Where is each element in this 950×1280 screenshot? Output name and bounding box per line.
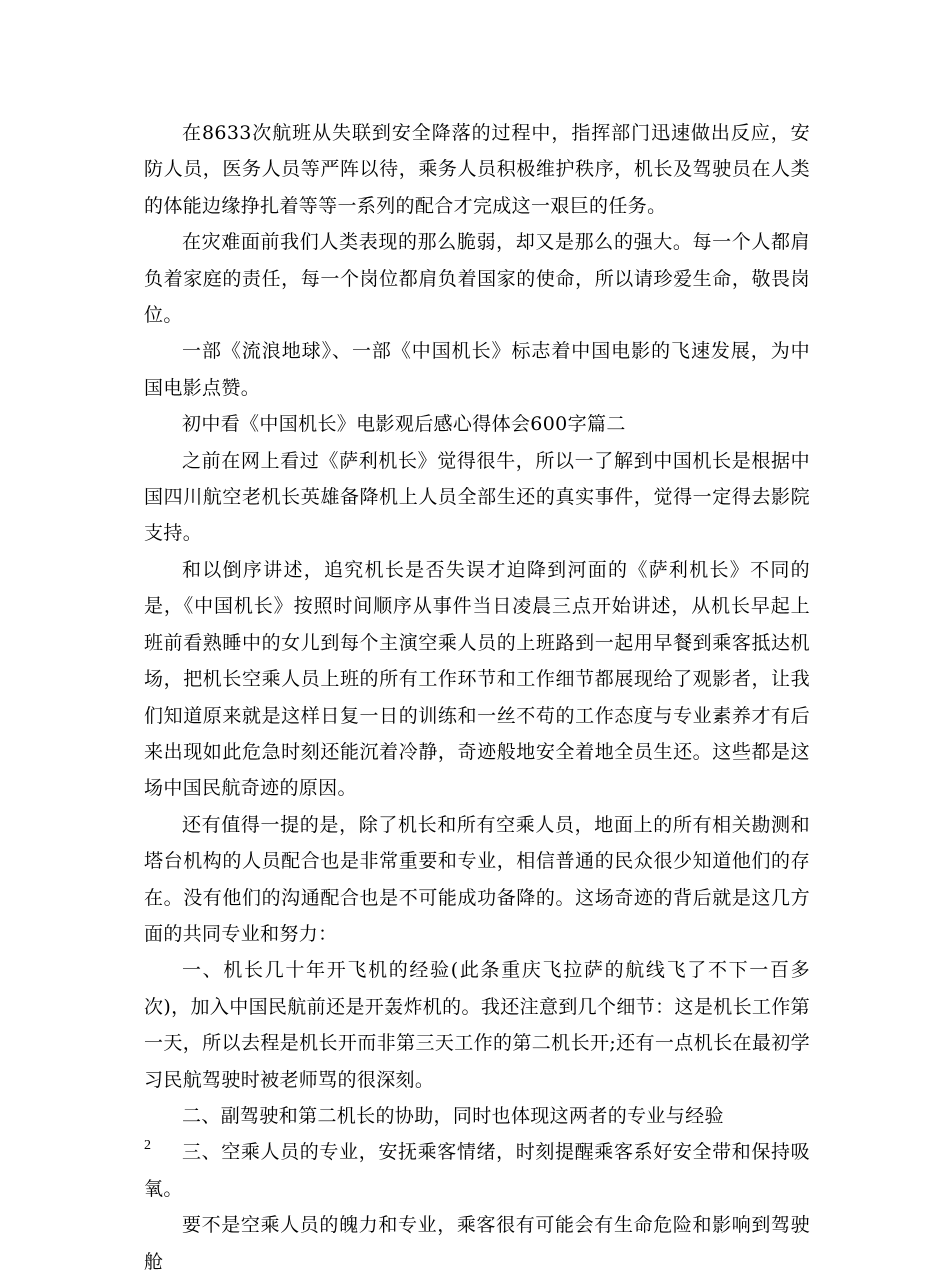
list-item: 三、空乘人员的专业，安抚乘客情绪，时刻提醒乘客系好安全带和保持吸氧。 [144,1141,810,1200]
paragraph: 在8633次航班从失联到安全降落的过程中，指挥部门迅速做出反应，安防人员，医务人员等严阵以待，乘务人员积极维护秩序，机长及驾驶员在人类的体能边缘挣扎着等等一系列的配合才完成这一艰巨的任务。 [144,122,810,217]
paragraph: 之前在网上看过《萨利机长》觉得很牛，所以一了解到中国机长是根据中国四川航空老机长英雄备降机上人员全部生还的真实事件，觉得一定得去影院支持。 [144,449,810,545]
list-item: 一、机长几十年开飞机的经验(此条重庆飞拉萨的航线飞了不下一百多次)，加入中国民航前还是开轰炸机的。我还注意到几个细节：这是机长工作第一天，所以去程是机长开而非第三天工作的第二机长开;还有一点机长在最初学习民航驾驶时被老师骂的很深刻。 [144,959,810,1091]
paragraph: 一部《流浪地球》、一部《中国机长》标志着中国电影的飞速发展，为中国电影点赞。 [144,340,810,399]
body-text [144,115,810,1280]
paragraph: 还有值得一提的是，除了机长和所有空乘人员，地面上的所有相关勘测和塔台机构的人员配合也是非常重要和专业，相信普通的民众很少知道他们的存在。没有他们的沟通配合也是不可能成功备降的。这场奇迹的背后就是这几方面的共同专业和努力： [144,813,810,945]
page-number: 2 [144,1138,151,1153]
paragraph: 要不是空乘人员的魄力和专业，乘客很有可能会有生命危险和影响到驾驶舱 [144,1214,810,1273]
list-item: 二、副驾驶和第二机长的协助，同时也体现这两者的专业与经验 [182,1104,724,1127]
paragraph: 和以倒序讲述，追究机长是否失误才迫降到河面的《萨利机长》不同的是，《中国机长》按照时间顺序从事件当日凌晨三点开始讲述，从机长早起上班前看熟睡中的女儿到每个主演空乘人员的上班路到一起用早餐到乘客抵达机场，把机长空乘人员上班的所有工作环节和工作细节都展现给了观影者，让我们知道原来就是这样日复一日的训练和一丝不苟的工作态度与专业素养才有后来出现如此危急时刻还能沉着冷静，奇迹般地安全着地全员生还。这些都是这场中国民航奇迹的原因。 [144,558,810,800]
section-heading: 初中看《中国机长》电影观后感心得体会600字篇二 [182,413,626,436]
paragraph: 在灾难面前我们人类表现的那么脆弱，却又是那么的强大。每一个人都肩负着家庭的责任，每一个岗位都肩负着国家的使命，所以请珍爱生命，敬畏岗位。 [144,231,810,327]
